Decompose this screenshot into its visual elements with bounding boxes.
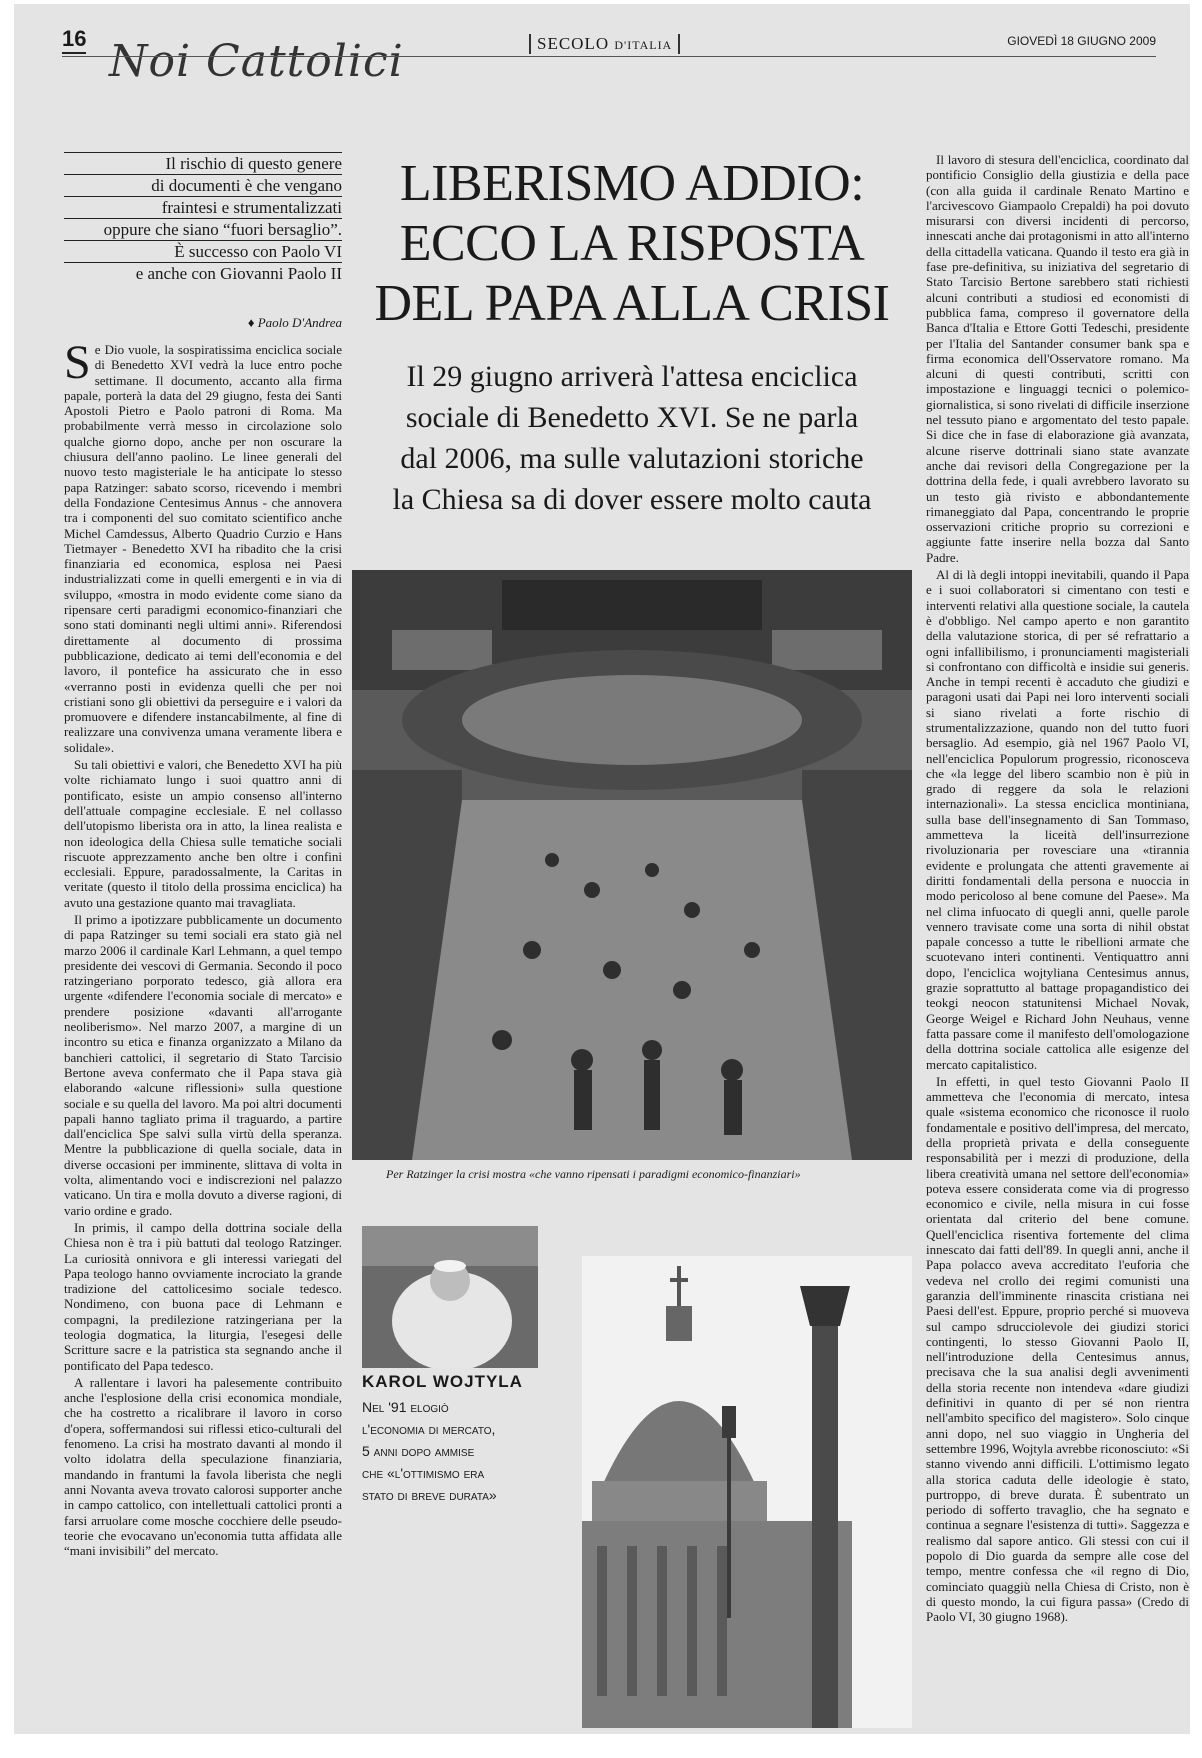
sidebar-box bbox=[362, 1372, 538, 1506]
article-paragraph: Al di là degli intoppi inevitabili, quando il Papa e i suoi collaboratori si cimentano con testi e interventi relativi alla questione sociale, la cautela è d'obbligo. Nel campo aperto e non garantito della valutazione storica, di per sé refrattario a ogni infallibilismo, i pronunciamenti magisteriali si confrontano con difficoltà e insidie sui generis. Anche in tempi recenti è accaduto che giudizi e paragoni usati dai Papi nei loro interventi sociali si siano rivelati a forte rischio di strumentalizzazione, quando non del tutto fuori bersaglio. Ad esempio, già nel 1967 Paolo VI, nell'enciclica Populorum progressio, riconosceva che «la legge del libero scambio non è più in grado di reggere da sola le relazioni internazionali». La stessa enciclica montiniana, sulla base dell'insegnamento di San Tommaso, ammetteva la liceità dell'insurrezione rivoluzionaria per rovesciare una «tirannia evidente e prolungata che attenti gravemente ai diritti fondamentali della persona e nuoccia in modo pericoloso al bene comune del Paese». Ma nel clima infuocato di quegli anni, quelle parole vennero travisate come una sorta di nihil obstat papale concesso a tutte le ribellioni armate che scuotevano interi continenti. Ventiquattro anni dopo, l'enciclica wojtyliana Centesimus annus, grazie soprattutto al battage propagandistico dei teokgi neocon statunitensi Michael Novak, George Weigel e Richard John Neuhaus, venne fatta passare come il manifesto dell'omologazione della dottrina sociale cattolica alle esigenze del mercato capitalistico. bbox=[926, 567, 1189, 1072]
sidebar-line: Nel '91 elogiò bbox=[362, 1399, 449, 1415]
headline bbox=[352, 154, 912, 334]
drop-cap: S bbox=[64, 342, 91, 389]
article-paragraph: Il primo a ipotizzare pubblicamente un documento di papa Ratzinger su temi sociali era stato già nel marzo 2006 il cardinale Karl Lehmann, a quel tempo presidente dei vescovi di Germania. Secondo il poco ratzingeriano porporato tedesco, già allora era urgente «difendere l'economia sociale di mercato» e prendere posizione «davanti all'arrogante neoliberismo». Nel marzo 2007, a margine di un incontro su etica e finanza organizzato a Milano da banchieri cattolici, il segretario di Stato Tarcisio Bertone aveva confermato che il Papa stava già elaborando «alcune riflessioni» sulla questione sociale e su quella del lavoro. Ma poi altri documenti papali hanno tagliato prima il traguardo, a partire dall'enciclica Spe salvi sulla virtù della speranza. Mentre la pubblicazione di quella sociale, data in diverse occasioni per imminente, slittava di volta in volta, alimentando voci e indiscrezioni nel palazzo vaticano. Un tira e molla dovuto a diverse ragioni, di vario ordine e grado. bbox=[64, 911, 342, 1218]
sidebar-line: stato di breve durata» bbox=[362, 1487, 497, 1503]
newspaper-name: SECOLO bbox=[537, 34, 610, 53]
stock-exchange-photo bbox=[352, 570, 912, 1160]
pull-quote-line: Il rischio di questo genere bbox=[64, 152, 342, 174]
sidebar-line: l'economia di mercato, bbox=[362, 1421, 496, 1437]
article-paragraph: Su tali obiettivi e valori, che Benedetto XVI ha più volte richiamato lungo i suoi quattro anni di pontificato, esiste un ampio consenso all'interno dell'attuale compagine ecclesiale. E nel collasso dell'utopismo liberista ora in atto, la linea realista e non ideologica della Chiesa sulle tematiche sociali riscuote apprezzamento anche ben oltre i confini ecclesiali. Eppure, paradossalmente, la Caritas in veritate (questo il titolo della prossima enciclica) ha avuto una gestazione quanto mai travagliata. bbox=[64, 757, 342, 910]
masthead bbox=[529, 34, 680, 54]
photo-caption: Per Ratzinger la crisi mostra «che vanno ripensati i paradigmi economico-finanziari» bbox=[386, 1167, 801, 1181]
header-rule bbox=[62, 56, 1156, 57]
subheadline-line: Il 29 giugno arriverà l'attesa enciclica bbox=[406, 360, 858, 393]
issue-date: GIOVEDÌ 18 GIUGNO 2009 bbox=[1007, 34, 1156, 48]
pull-quote-line: È successo con Paolo VI bbox=[64, 240, 342, 262]
sidebar-line: che «l'ottimismo era bbox=[362, 1465, 485, 1481]
pull-quote-line: di documenti è che vengano bbox=[64, 174, 342, 196]
article-column-left bbox=[64, 342, 342, 1734]
st-peters-dome-photo bbox=[582, 1256, 912, 1728]
article-column-right bbox=[926, 152, 1189, 1734]
pull-quote-line: fraintesi e strumentalizzati bbox=[64, 196, 342, 218]
subheadline-line: la Chiesa sa di dover essere molto cauta bbox=[392, 483, 872, 516]
pull-quote bbox=[64, 152, 342, 284]
newspaper-name-suffix: D'ITALIA bbox=[614, 38, 673, 52]
article-paragraph: In primis, il campo della dottrina sociale della Chiesa non è tra i più battuti dal teologo Ratzinger. La curiosità onnivora e gli interessi variegati del Papa teologo hanno ovviamente incrociato la grande tradizione del cattolicesimo sociale tedesco. Nondimeno, con buona pace di Lehmann e compagni, la predilezione ratzingeriana per la teologia dogmatica, la liturgia, l'esegesi delle Scritture sacre e la patristica sta segnando anche il pontificato del Papa tedesco. bbox=[64, 1219, 342, 1373]
pull-quote-line: e anche con Giovanni Paolo II bbox=[64, 262, 342, 284]
subheadline-line: dal 2006, ma sulle valutazioni storiche bbox=[400, 442, 864, 475]
headline-line: ECCO LA RISPOSTA bbox=[399, 215, 865, 272]
page-number: 16 bbox=[62, 26, 86, 54]
article-paragraph: Se Dio vuole, la sospiratissima enciclica sociale di Benedetto XVI vedrà la luce entro poche settimane. Il documento, accanto alla firma papale, porterà la data del 29 giugno, festa dei Santi Apostoli Pietro e Paolo patroni di Roma. Ma probabilmente verrà messo in circolazione solo qualche giorno dopo, anche per non oscurare la chiusura dell'anno paolino. Le linee generali del nuovo testo magisteriale le ha anticipate lo stesso papa Ratzinger: sabato scorso, ricevendo i membri della Fondazione Centesimus Annus - che annovera tra i componenti del suo comitato scientifico anche Michel Camdessus, Alberto Quadrio Curzio e Hans Tietmayer - Benedetto XVI ha ribadito che la crisi finanziaria ed economica, esplosa nei Paesi industrializzati come in quelli emergenti e in via di sviluppo, «mostra in modo evidente come siano da ripensare certi paradigmi economico-finanziari che sono stati dominanti negli ultimi anni». Riferendosi direttamente al documento di prossima pubblicazione, dedicato ai temi dell'economia e del lavoro, il pontefice ha assicurato che in esso «verranno posti in evidenza quelli che per noi cristiani sono gli obiettivi da perseguire e i valori da promuovere e difendere instancabilmente, al fine di realizzare una convivenza umana veramente libera e solidale». bbox=[64, 342, 342, 755]
newspaper-page bbox=[14, 4, 1190, 1734]
sidebar-text bbox=[362, 1396, 538, 1506]
headline-line: DEL PAPA ALLA CRISI bbox=[374, 275, 890, 332]
article-paragraph: Il lavoro di stesura dell'enciclica, coordinato dal pontificio Consiglio della giustizia e della pace (con alla guida il cardinale Renato Martino e l'arcivescovo Giampaolo Crepaldi) ha poi dovuto misurarsi con diversi incidenti di percorso, innescati anche dai protagonismi in atto all'interno della cittadella vaticana. Quando il testo era già in fase pre-definitiva, su iniziativa del segretario di Stato Tarcisio Bertone sarebbero stati richiesti alcuni contributi a studiosi ed economisti di pubblica fama, compreso il governatore della Banca d'Italia e Ettore Gotti Tedeschi, presidente per l'Italia del Santander consumer bank spa e firma economica dell'Osservatore romano. Ma alcuni di questi contributi, scritti con impostazione e linguaggi tecnici o polemico-giornalistica, si sono rivelati di difficile inserzione nel tessuto piano e argomentato del testo papale. Si dice che in fase di elaborazione già avanzata, alcune riserve dottrinali siano state avanzate anche dai revisori della Congregazione per la dottrina della fede, i quali avrebbero lavorato su un testo già rivisto e abbondantemente rimaneggiato dal Papa, concentrando le proprie osservazioni critiche proprio su correzioni e aggiunte fatte inserire nella bozza dal Santo Padre. bbox=[926, 152, 1189, 565]
section-rubric: Noi Cattolici bbox=[109, 36, 404, 87]
pope-portrait-photo bbox=[362, 1226, 538, 1368]
pull-quote-line: oppure che siano “fuori bersaglio”. bbox=[64, 218, 342, 240]
headline-line: LIBERISMO ADDIO: bbox=[399, 155, 865, 212]
sidebar-line: 5 anni dopo ammise bbox=[362, 1443, 475, 1459]
sidebar-name: KAROL WOJTYLA bbox=[362, 1372, 523, 1391]
article-paragraph: A rallentare i lavori ha palesemente contribuito anche l'esplosione della crisi economica mondiale, che ha costretto a ricalibrare il lavoro in corso d'opera, soffermandosi sui riflessi etico-culturali del fenomeno. La crisi ha mostrato davanti al mondo il volto idolatra della speculazione finanziaria, mandando in frantumi la favola liberista che negli anni Novanta aveva trovato calorosi supporter anche in campo cattolico, con intellettuali cattolici pronti a farsi arruolare come mosche cocchiere delle pseudo-teorie che evocavano un'economia tutta affidata alle “mani invisibili” del mercato. bbox=[64, 1374, 342, 1559]
byline: ♦ Paolo D'Andrea bbox=[247, 315, 342, 330]
article-paragraph: In effetti, in quel testo Giovanni Paolo II ammetteva che l'economia di mercato, intesa quale «sistema economico che riconosce il ruolo fondamentale e positivo dell'impresa, del mercato, della proprietà privata e della conseguente responsabilità per i mezzi di produzione, della libera creatività umana nel settore dell'economia» poteva essere considerata come via di progresso economico e civile, nella misura in cui fosse orientata dal criterio del bene comune. Quell'enciclica risentiva fortemente del clima innescato dai fatti dell'89. In quegli anni, anche il Papa polacco aveva accreditato l'euforia che vedeva nel crollo dei regimi comunisti una garanzia dell'imminente rinascita cristiana nei Paesi dell'est. Eppure, proprio perché si muoveva sul campo sdrucciolevole dei giudizi storici contingenti, lo stesso Giovanni Paolo II, nell'introduzione della Centesimus annus, precisava che la sua analisi degli avvenimenti della storia recente non intendeva «dare giudizi definitivi in quanto di per sé non rientra nell'ambito specifico del magistero». Solo cinque anni dopo, nel suo viaggio in Ungheria del settembre 1996, Wojtyla avrebbe riconosciuto: «Si stanno vivendo anni difficili. L'ottimismo legato alla storica caduta delle ideologie è stato, purtroppo, di breve durata. È subentrato un periodo di sofferto travaglio, che ha segnato e continua a segnare l'esistenza di tutti». Saggezza e realismo dal sapore antico. Gli stessi con cui il popolo di Dio guarda da sempre alle cose del tempo, mentre confessa che «il regno di Dio, cominciato quaggiù nella Chiesa di Cristo, non è di questo mondo, la cui figura passa» (Credo di Paolo VI, 30 giugno 1968). bbox=[926, 1073, 1189, 1625]
subheadline bbox=[352, 356, 912, 520]
subheadline-line: sociale di Benedetto XVI. Se ne parla bbox=[405, 401, 859, 434]
